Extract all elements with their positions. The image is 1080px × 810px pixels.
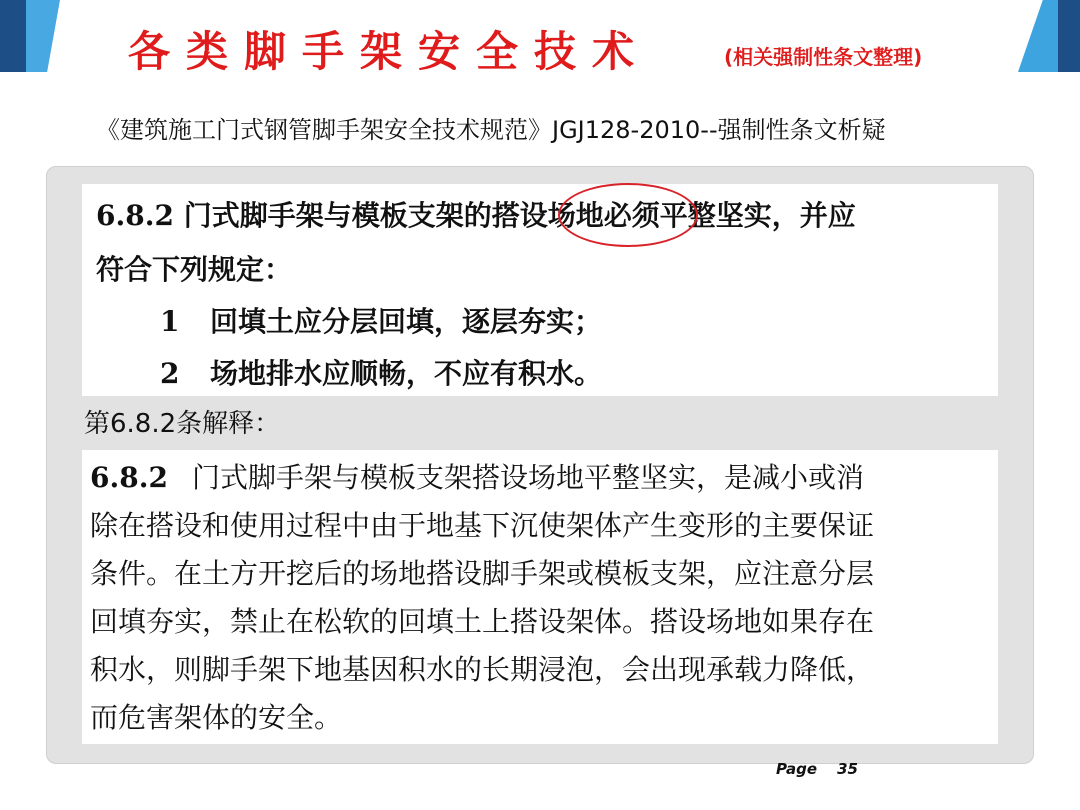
clause-item-text: 回填土应分层回填，逐层夯实；	[210, 305, 603, 338]
clause-line: 6.8.2 门式脚手架与模板支架的搭设场地必须平整坚实，并应	[96, 199, 856, 232]
explanation-line: 积水，则脚手架下地基因积水的长期浸泡，会出现承载力降低，	[90, 653, 875, 686]
explanation-line: 条件。在土方开挖后的场地搭设脚手架或模板支架，应注意分层	[90, 557, 875, 590]
clause-item-number: 1	[160, 305, 180, 338]
clause-text-box	[82, 184, 998, 396]
clause-line: 符合下列规定：	[96, 253, 293, 286]
explanation-label: 第6.8.2条解释：	[84, 409, 281, 439]
explanation-line: 除在搭设和使用过程中由于地基下沉使架体产生变形的主要保证	[90, 509, 875, 542]
standard-subtitle: 《建筑施工门式钢管脚手架安全技术规范》JGJ128-2010--强制性条文析疑	[96, 116, 886, 144]
explanation-line: 回填夯实，禁止在松软的回填土上搭设架体。搭设场地如果存在	[90, 605, 875, 638]
clause-item-number: 2	[160, 357, 180, 390]
highlight-ellipse-annotation	[558, 183, 698, 247]
clause-list-item	[160, 302, 602, 342]
explanation-line-text: 门式脚手架与模板支架搭设场地平整坚实，是减小或消	[191, 461, 864, 494]
explanation-line	[90, 458, 864, 498]
explanation-number: 6.8.2	[90, 461, 168, 494]
slide-title-suffix: (相关强制性条文整理)	[724, 45, 923, 69]
corner-decoration-left-dark	[0, 0, 26, 72]
page-number: 35	[837, 760, 858, 778]
slide-title: 各类脚手架安全技术	[128, 27, 651, 76]
clause-list-item	[160, 354, 602, 394]
explanation-text-box	[82, 450, 998, 744]
explanation-line: 而危害架体的安全。	[90, 701, 343, 734]
page-footer	[776, 760, 858, 778]
page-label: Page	[776, 760, 818, 778]
clause-item-text: 场地排水应顺畅，不应有积水。	[210, 357, 603, 390]
corner-decoration-right-dark	[1058, 0, 1080, 72]
